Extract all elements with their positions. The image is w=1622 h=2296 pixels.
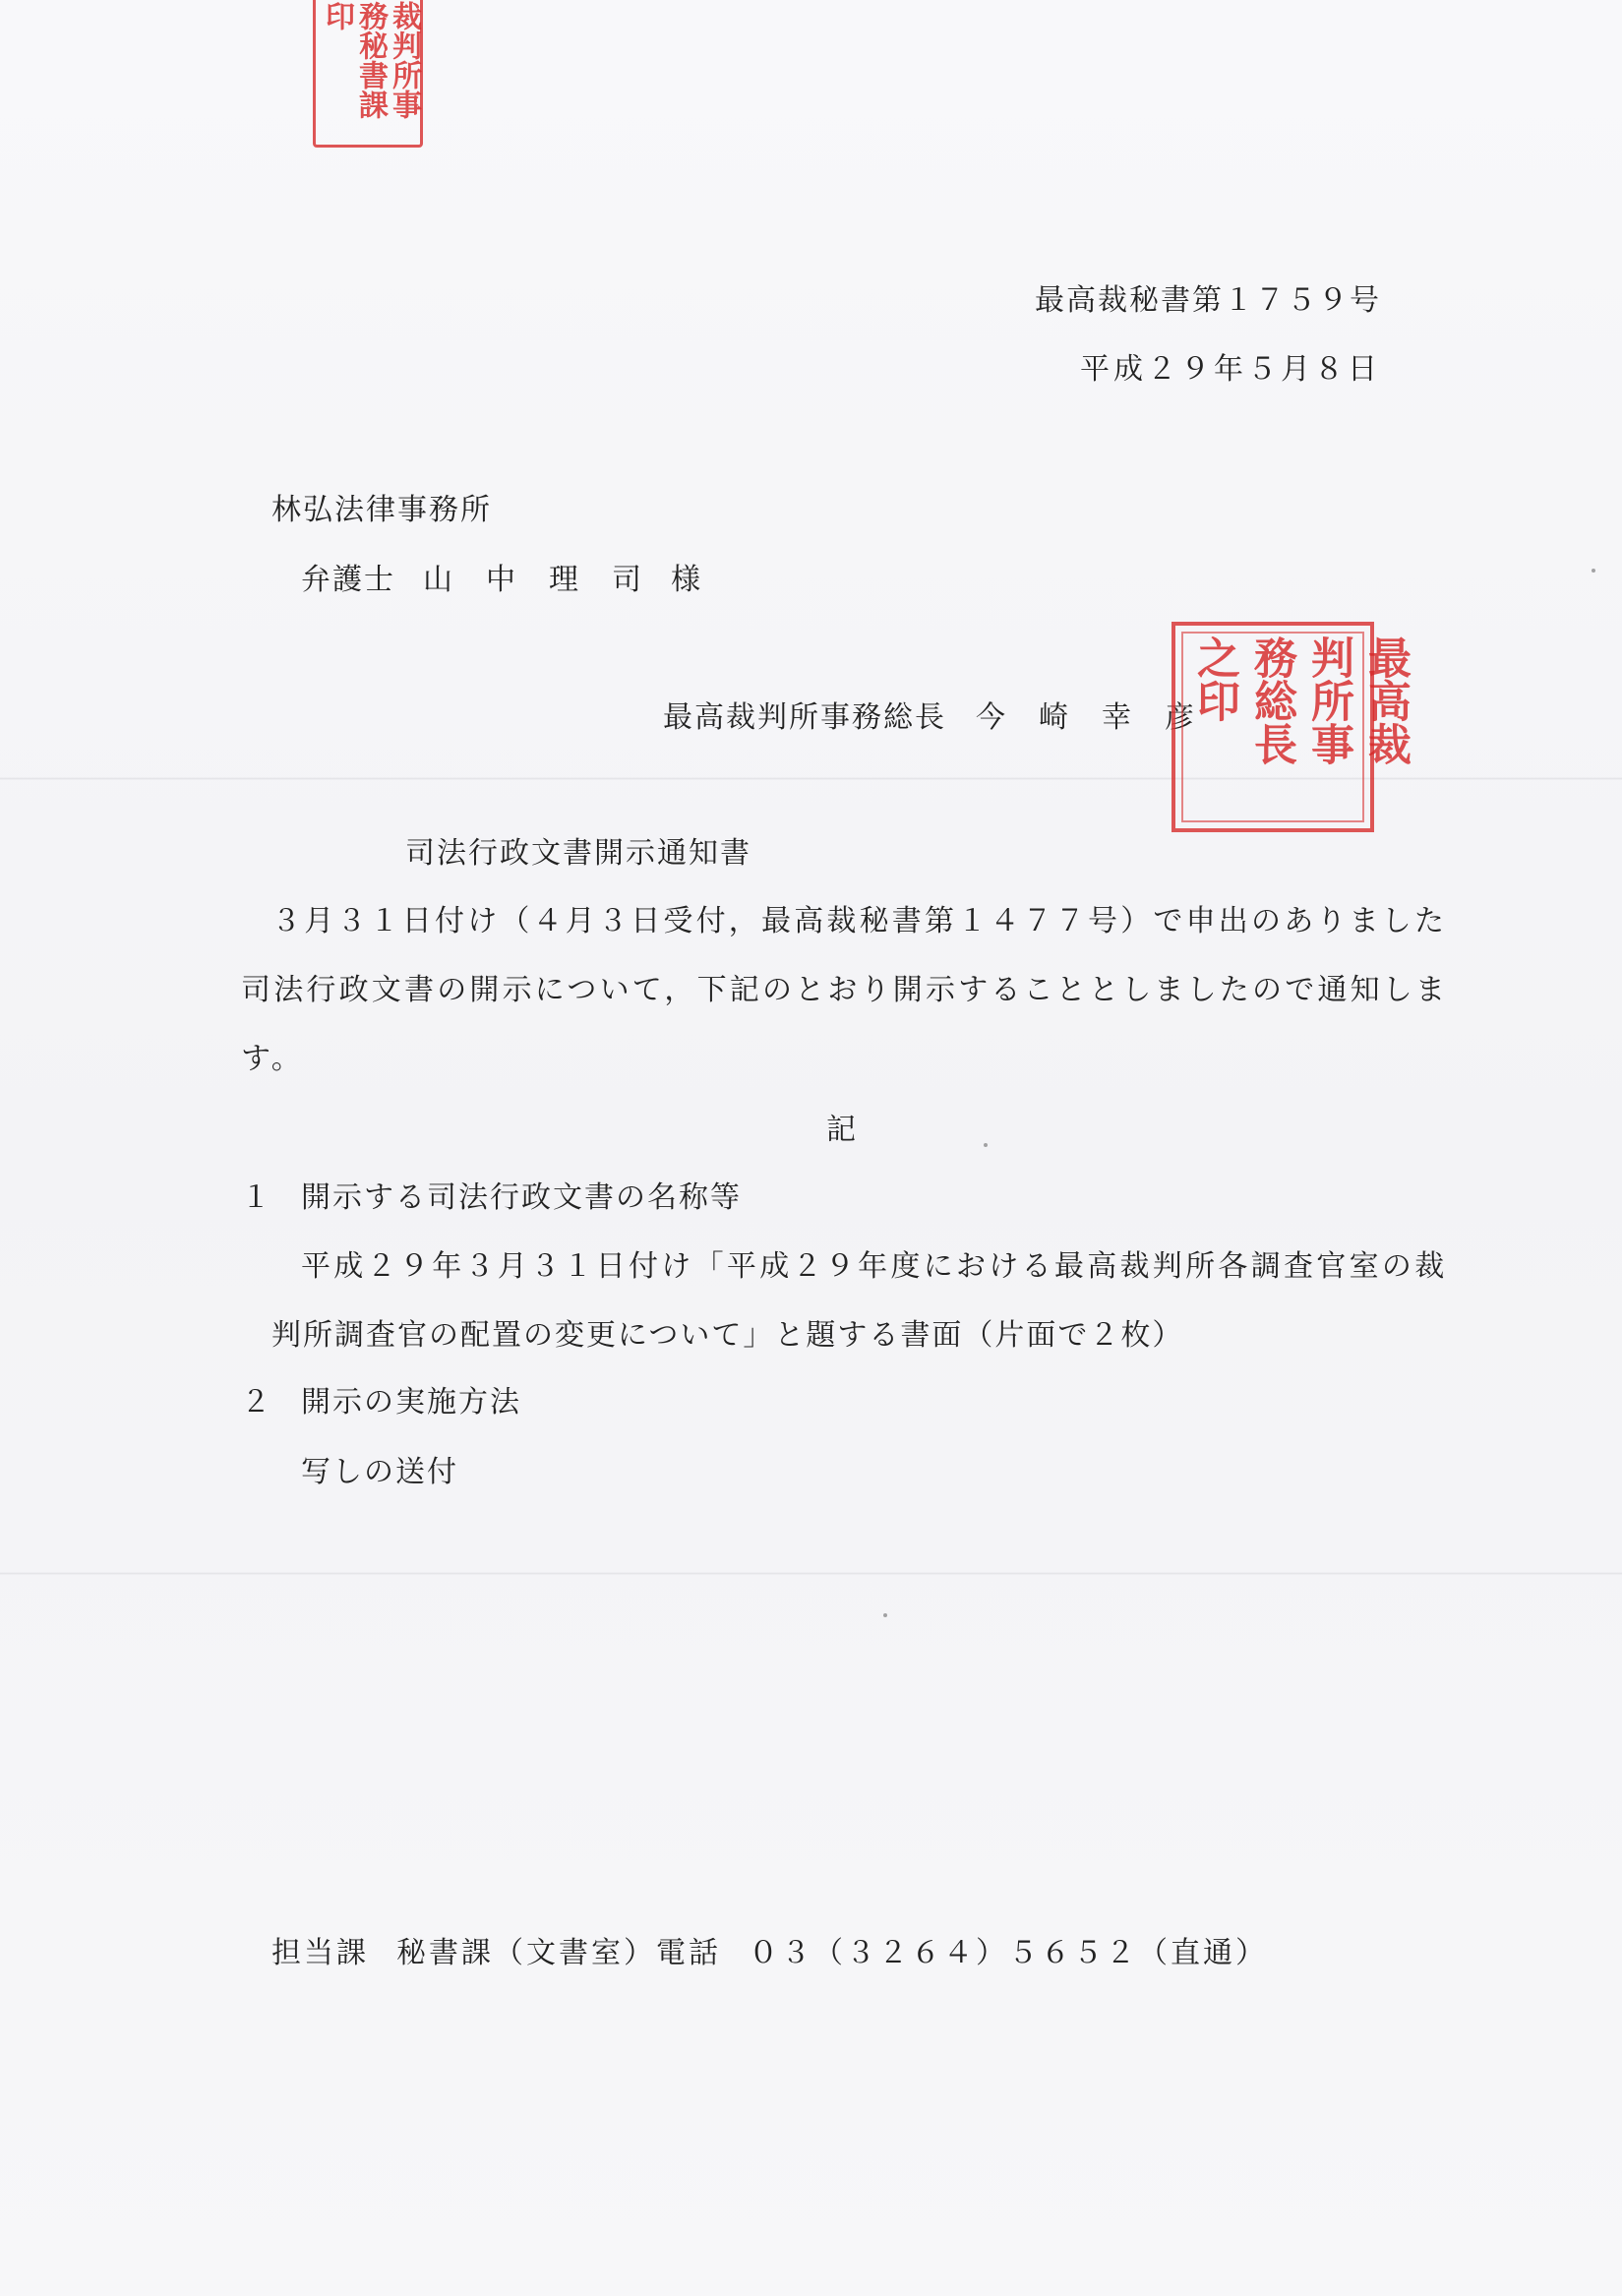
issue-date: 平成２９年５月８日 <box>1080 352 1381 387</box>
document-title: 司法行政文書開示通知書 <box>405 836 751 871</box>
reference-number: 最高裁秘書第１７５９号 <box>1035 283 1381 318</box>
sender-name: 今 崎 幸 彦 <box>976 700 1196 735</box>
body-text-line: す。 <box>241 1042 304 1076</box>
contact-label: 担当課 <box>271 1936 369 1970</box>
paper-speck <box>883 1613 887 1617</box>
seal-text-column: 之印 <box>1189 635 1239 722</box>
item-title: 開示する司法行政文書の名称等 <box>301 1180 742 1215</box>
secretary-general-seal-stamp <box>1171 622 1411 832</box>
item-number: １ <box>241 1180 272 1215</box>
recipient-title: 弁護士 <box>301 563 395 597</box>
seal-text-column: 裁判所事 <box>387 1 421 119</box>
seal-text-column: 務秘書課 <box>353 1 388 119</box>
recipient-honorific: 様 <box>671 563 702 597</box>
seal-text-column: 最高裁 <box>1360 635 1411 765</box>
body-text-line: 司法行政文書の開示について，下記のとおり開示することとしましたので通知しま <box>241 973 1449 1007</box>
body-text-line: ３月３１日付け（４月３日受付，最高裁秘書第１４７７号）で申出のありました <box>271 904 1448 938</box>
seal-text-column: 務総長 <box>1246 635 1296 765</box>
paper-speck <box>1592 569 1595 573</box>
sender-title: 最高裁判所事務総長 <box>663 700 946 735</box>
seal-inner-border <box>1181 632 1364 822</box>
item-detail-line: 平成２９年３月３１日付け「平成２９年度における最高裁判所各調査官室の裁 <box>301 1249 1448 1284</box>
item-detail-line: 判所調査官の配置の変更について」と題する書面（片面で２枚） <box>271 1318 1184 1353</box>
seal-text-column: 印 <box>320 1 354 30</box>
paper-speck <box>984 1143 988 1147</box>
seal-text-column: 判所事 <box>1303 635 1353 765</box>
item-detail-line: 写しの送付 <box>301 1455 458 1489</box>
secretariat-seal-stamp <box>313 0 423 148</box>
sender-line <box>663 698 1196 738</box>
paper-fold-line <box>0 1572 1622 1575</box>
contact-phone: ０３（３２６４）５６５２（直通） <box>749 1936 1268 1970</box>
recipient-office: 林弘法律事務所 <box>271 493 492 527</box>
recipient-name: 山 中 理 司 <box>423 563 643 597</box>
contact-line <box>271 1934 1268 1973</box>
item-number: ２ <box>241 1385 272 1420</box>
recipient-line <box>301 561 702 600</box>
contact-department: 秘書課（文書室）電話 <box>396 1936 721 1970</box>
ki-heading: 記 <box>826 1113 858 1147</box>
item-title: 開示の実施方法 <box>301 1385 521 1420</box>
